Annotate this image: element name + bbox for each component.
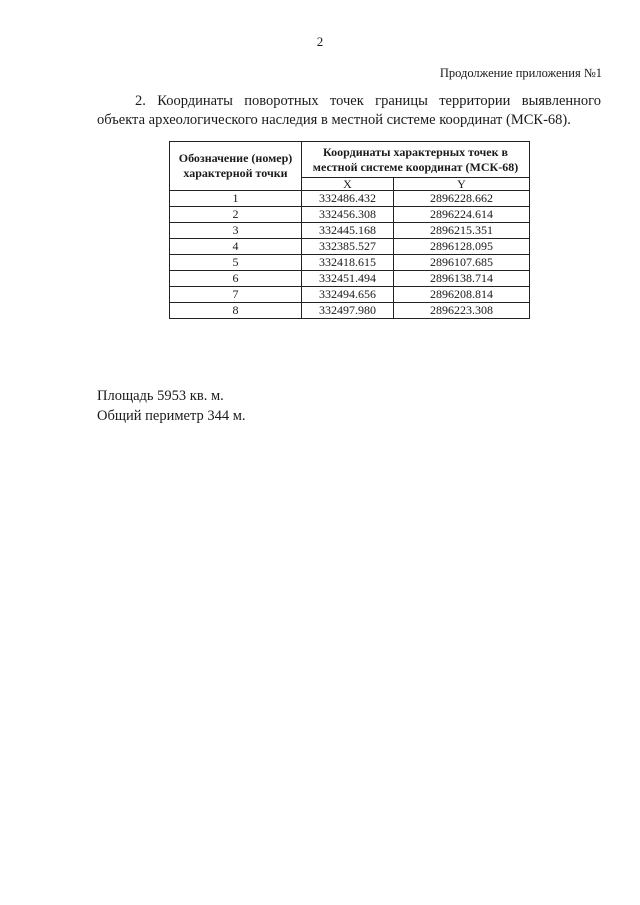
coord-x: 332418.615 xyxy=(302,255,394,271)
point-number: 3 xyxy=(170,223,302,239)
coord-x: 332451.494 xyxy=(302,271,394,287)
table-row xyxy=(170,207,530,223)
coord-y: 2896128.095 xyxy=(394,239,530,255)
appendix-note: Продолжение приложения №1 xyxy=(439,66,602,80)
point-number: 7 xyxy=(170,287,302,303)
point-number: 8 xyxy=(170,303,302,319)
coord-y: 2896138.714 xyxy=(394,271,530,287)
perimeter-text: Общий периметр 344 м. xyxy=(97,408,246,424)
table-row xyxy=(170,287,530,303)
table-row xyxy=(170,303,530,319)
header-point-designation: Обозначение (номер) характерной точки xyxy=(170,142,302,191)
area-text: Площадь 5953 кв. м. xyxy=(97,388,224,404)
point-number: 5 xyxy=(170,255,302,271)
header-coordinates: Координаты характерных точек в местной системе координат (МСК-68) xyxy=(302,142,530,178)
coord-y: 2896107.685 xyxy=(394,255,530,271)
coord-y: 2896224.614 xyxy=(394,207,530,223)
section-paragraph: 2. Координаты поворотных точек границы территории выявленного объекта археологического наследия в местной системе координат (МСК-68). xyxy=(97,93,601,128)
point-number: 4 xyxy=(170,239,302,255)
coord-x: 332486.432 xyxy=(302,191,394,207)
point-number: 6 xyxy=(170,271,302,287)
coord-y: 2896223.308 xyxy=(394,303,530,319)
table-row xyxy=(170,255,530,271)
coord-x: 332456.308 xyxy=(302,207,394,223)
coordinates-table xyxy=(169,141,530,319)
coord-x: 332385.527 xyxy=(302,239,394,255)
coord-y: 2896228.662 xyxy=(394,191,530,207)
table-row xyxy=(170,223,530,239)
coord-y: 2896208.814 xyxy=(394,287,530,303)
header-y: Y xyxy=(394,178,530,191)
coord-x: 332494.656 xyxy=(302,287,394,303)
header-x: X xyxy=(302,178,394,191)
coord-y: 2896215.351 xyxy=(394,223,530,239)
page-number: 2 xyxy=(316,34,324,49)
table-row xyxy=(170,191,530,207)
point-number: 1 xyxy=(170,191,302,207)
table-row xyxy=(170,271,530,287)
table-row xyxy=(170,239,530,255)
table-header-row xyxy=(170,142,530,178)
coord-x: 332497.980 xyxy=(302,303,394,319)
coord-x: 332445.168 xyxy=(302,223,394,239)
point-number: 2 xyxy=(170,207,302,223)
